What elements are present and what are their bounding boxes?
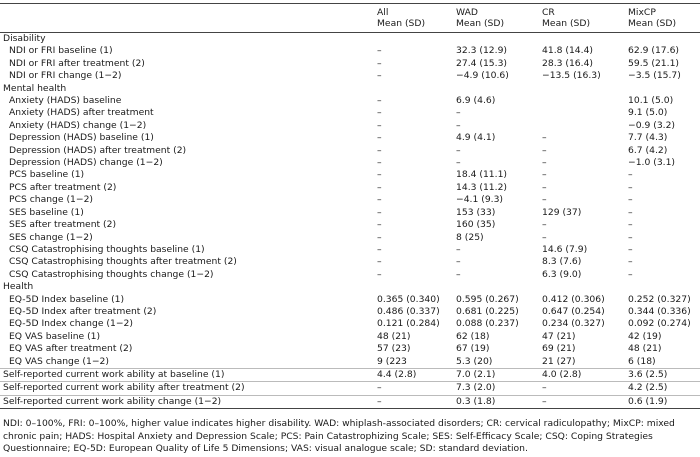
table-row — [0, 107, 700, 119]
cell-all: – — [377, 206, 382, 218]
table-row — [0, 294, 700, 306]
cell-wad: – — [456, 107, 461, 119]
table-row — [0, 244, 700, 256]
cell-mixcp: 9.1 (5.0) — [628, 107, 668, 119]
cell-wad: 0.595 (0.267) — [456, 293, 519, 305]
table-row — [0, 194, 700, 206]
row-label: Anxiety (HADS) baseline — [9, 95, 122, 107]
cell-cr: 8.3 (7.6) — [542, 256, 582, 268]
table-row — [0, 382, 700, 395]
cell-wad: 18.4 (11.1) — [456, 169, 508, 181]
row-label: SES baseline (1) — [9, 206, 84, 218]
results-table — [0, 3, 700, 409]
header-stat-label: Mean (SD) — [628, 18, 677, 29]
cell-all: 57 (23) — [377, 343, 411, 355]
table-row — [0, 368, 700, 381]
cell-all: – — [377, 231, 382, 243]
cell-all: – — [377, 194, 382, 206]
cell-all: – — [377, 181, 382, 193]
cell-all: – — [377, 219, 382, 231]
cell-wad: 8 (25) — [456, 231, 484, 243]
table-row — [0, 306, 700, 318]
cell-all: 48 (21) — [377, 330, 411, 342]
table-row — [0, 157, 700, 169]
cell-all: – — [377, 256, 382, 268]
cell-all — [374, 83, 453, 95]
row-label: EQ-5D Index change (1−2) — [9, 318, 133, 330]
cell-cr: – — [542, 231, 547, 243]
cell-mixcp: −3.5 (15.7) — [628, 70, 681, 82]
table-row — [0, 395, 700, 408]
cell-wad: 32.3 (12.9) — [456, 45, 508, 57]
row-label: SES after treatment (2) — [9, 219, 117, 231]
table-row — [0, 256, 700, 268]
cell-cr: 28.3 (16.4) — [542, 57, 594, 69]
table-row — [0, 318, 700, 330]
table-row — [0, 95, 700, 107]
row-label: NDI or FRI baseline (1) — [9, 45, 113, 57]
cell-mixcp: 4.2 (2.5) — [625, 382, 700, 395]
table-row — [0, 219, 700, 231]
cell-wad: 0.681 (0.225) — [456, 305, 519, 317]
cell-mixcp: 6.7 (4.2) — [628, 144, 668, 156]
cell-wad — [453, 33, 539, 46]
row-label: EQ VAS baseline (1) — [9, 330, 101, 342]
cell-wad: 4.9 (4.1) — [456, 132, 496, 144]
table-body — [0, 33, 700, 409]
cell-wad: −4.9 (10.6) — [456, 70, 509, 82]
cell-cr — [539, 281, 625, 293]
cell-all: – — [377, 95, 382, 107]
row-label: EQ-5D Index after treatment (2) — [9, 305, 157, 317]
cell-cr: 6.3 (9.0) — [542, 268, 582, 280]
cell-cr: – — [542, 132, 547, 144]
cell-all: – — [377, 70, 382, 82]
table-row — [0, 207, 700, 219]
section-row — [0, 83, 700, 95]
cell-mixcp: – — [628, 256, 633, 268]
cell-wad: 67 (19) — [456, 343, 490, 355]
row-label: PCS baseline (1) — [9, 169, 85, 181]
cell-mixcp: 0.092 (0.274) — [628, 318, 691, 330]
cell-cr: 47 (21) — [542, 330, 576, 342]
cell-cr: – — [542, 181, 547, 193]
header-group-name: CR — [542, 7, 555, 18]
cell-mixcp: 42 (19) — [628, 330, 662, 342]
cell-wad: −4.1 (9.3) — [456, 194, 504, 206]
cell-wad — [453, 83, 539, 95]
cell-cr — [539, 120, 625, 132]
cell-all: – — [377, 169, 382, 181]
header-cell-label — [0, 4, 374, 33]
table-row — [0, 132, 700, 144]
cell-wad: 7.3 (2.0) — [453, 382, 539, 395]
cell-wad: – — [456, 144, 461, 156]
row-label: Depression (HADS) change (1−2) — [9, 157, 163, 169]
header-cell-cr — [539, 4, 625, 33]
header-stat-label: Mean (SD) — [456, 18, 505, 29]
table-row — [0, 232, 700, 244]
cell-wad: – — [456, 119, 461, 131]
cell-mixcp: 10.1 (5.0) — [628, 95, 674, 107]
cell-cr: 0.234 (0.327) — [542, 318, 605, 330]
cell-cr: – — [539, 395, 625, 408]
cell-wad: 6.9 (4.6) — [456, 95, 496, 107]
cell-all — [374, 33, 453, 46]
section-row — [0, 33, 700, 46]
cell-wad: 160 (35) — [456, 219, 496, 231]
row-label: PCS after treatment (2) — [9, 181, 117, 193]
cell-wad: 153 (33) — [456, 206, 496, 218]
cell-cr: – — [539, 382, 625, 395]
cell-cr: – — [542, 194, 547, 206]
cell-cr: – — [542, 219, 547, 231]
row-label: CSQ Catastrophising thoughts change (1−2) — [9, 268, 214, 280]
cell-cr — [539, 33, 625, 46]
cell-all: – — [377, 157, 382, 169]
row-label: Anxiety (HADS) change (1−2) — [9, 119, 147, 131]
row-label: Depression (HADS) after treatment (2) — [9, 144, 187, 156]
cell-mixcp: 3.6 (2.5) — [625, 368, 700, 381]
cell-wad: 7.0 (2.1) — [453, 368, 539, 381]
cell-all: 4.4 (2.8) — [374, 368, 453, 381]
section-row — [0, 281, 700, 293]
cell-mixcp: 62.9 (17.6) — [628, 45, 680, 57]
row-label: NDI or FRI after treatment (2) — [9, 57, 145, 69]
cell-all: – — [374, 395, 453, 408]
cell-cr: – — [542, 144, 547, 156]
cell-all: – — [377, 107, 382, 119]
cell-wad: – — [456, 268, 461, 280]
cell-mixcp: – — [628, 181, 633, 193]
row-label: NDI or FRI change (1−2) — [9, 70, 122, 82]
table-row — [0, 331, 700, 343]
header-cell-mixcp — [625, 4, 700, 33]
cell-all: – — [377, 268, 382, 280]
cell-all: – — [377, 45, 382, 57]
cell-all: 9 (223 — [377, 355, 407, 367]
cell-wad: 14.3 (11.2) — [456, 181, 508, 193]
table-row — [0, 145, 700, 157]
cell-cr: −13.5 (16.3) — [542, 70, 601, 82]
section-heading: Mental health — [3, 82, 67, 94]
table-row — [0, 356, 700, 369]
cell-mixcp: – — [628, 268, 633, 280]
cell-mixcp — [625, 33, 700, 46]
row-label: CSQ Catastrophising thoughts after treatment (2) — [9, 256, 237, 268]
table-footnote: NDI: 0–100%, FRI: 0–100%, higher value indicates higher disability. WAD: whiplash-associated disorders; CR: cervical radiculopathy; MixCP: mixed chronic pain; HADS: Hospital Anxiety and Depression Scale; PCS: Pain Catastrophizing Scale; SES: Self-Efficacy Scale; CSQ: Coping Strategies Questionnaire; EQ-5D: European Quality of Life 5 Dimensions; VAS: visual analogue scale; SD: standard deviation. — [3, 418, 675, 455]
cell-mixcp: 0.344 (0.336) — [628, 305, 691, 317]
cell-all: 0.121 (0.284) — [377, 318, 440, 330]
cell-mixcp — [625, 83, 700, 95]
header-group-name: MixCP — [628, 7, 656, 18]
table-row — [0, 269, 700, 281]
cell-wad: 27.4 (15.3) — [456, 57, 508, 69]
cell-mixcp: – — [628, 243, 633, 255]
header-group-name: WAD — [456, 7, 478, 18]
cell-cr: 14.6 (7.9) — [542, 243, 588, 255]
header-cell-all — [374, 4, 453, 33]
cell-mixcp: 6 (18) — [628, 355, 656, 367]
row-label: SES change (1−2) — [9, 231, 93, 243]
table-row — [0, 169, 700, 181]
cell-all: – — [377, 57, 382, 69]
cell-cr: 129 (37) — [542, 206, 582, 218]
header-stat-label: Mean (SD) — [542, 18, 591, 29]
cell-all: 0.486 (0.337) — [377, 305, 440, 317]
row-label: PCS change (1−2) — [9, 194, 93, 206]
cell-all: – — [377, 243, 382, 255]
row-label: EQ VAS change (1−2) — [9, 355, 109, 367]
cell-wad: – — [456, 157, 461, 169]
cell-all: 0.365 (0.340) — [377, 293, 440, 305]
table-row — [0, 70, 700, 82]
row-label: Anxiety (HADS) after treatment — [9, 107, 154, 119]
cell-all: – — [377, 132, 382, 144]
cell-wad: 0.3 (1.8) — [453, 395, 539, 408]
cell-cr: 69 (21) — [542, 343, 576, 355]
header-group-name: All — [377, 7, 389, 18]
cell-cr: – — [542, 169, 547, 181]
cell-cr: – — [542, 157, 547, 169]
row-label: Self-reported current work ability at baseline (1) — [0, 368, 374, 381]
cell-mixcp: 48 (21) — [628, 343, 662, 355]
cell-mixcp: – — [628, 169, 633, 181]
table-header-row — [0, 4, 700, 33]
table-row — [0, 182, 700, 194]
cell-mixcp: −1.0 (3.1) — [628, 157, 676, 169]
cell-all: – — [377, 119, 382, 131]
cell-wad: 0.088 (0.237) — [456, 318, 519, 330]
table-row — [0, 58, 700, 70]
cell-mixcp: 0.6 (1.9) — [625, 395, 700, 408]
row-label: Self-reported current work ability change (1−2) — [0, 395, 374, 408]
cell-cr — [539, 107, 625, 119]
cell-wad: 5.3 (20) — [456, 355, 493, 367]
row-label: EQ-5D Index baseline (1) — [9, 293, 125, 305]
cell-cr: 0.647 (0.254) — [542, 305, 605, 317]
section-heading: Disability — [3, 33, 46, 44]
cell-wad: – — [456, 256, 461, 268]
cell-cr — [539, 83, 625, 95]
cell-all — [374, 281, 453, 293]
cell-mixcp: – — [628, 194, 633, 206]
cell-mixcp: 7.7 (4.3) — [628, 132, 668, 144]
section-heading: Health — [3, 281, 34, 293]
cell-cr: 41.8 (14.4) — [542, 45, 594, 57]
cell-cr: 21 (27) — [542, 355, 576, 367]
row-label: EQ VAS after treatment (2) — [9, 343, 133, 355]
cell-mixcp: – — [628, 219, 633, 231]
cell-cr: 4.0 (2.8) — [539, 368, 625, 381]
cell-mixcp: 59.5 (21.1) — [628, 57, 680, 69]
cell-all: – — [374, 382, 453, 395]
cell-mixcp: 0.252 (0.327) — [628, 293, 691, 305]
cell-mixcp — [625, 281, 700, 293]
cell-wad — [453, 281, 539, 293]
cell-cr: 0.412 (0.306) — [542, 293, 605, 305]
header-cell-wad — [453, 4, 539, 33]
row-label: CSQ Catastrophising thoughts baseline (1) — [9, 243, 205, 255]
row-label: Self-reported current work ability after treatment (2) — [0, 382, 374, 395]
header-stat-label: Mean (SD) — [377, 18, 426, 29]
table-row — [0, 120, 700, 132]
row-label: Depression (HADS) baseline (1) — [9, 132, 154, 144]
cell-cr — [539, 95, 625, 107]
cell-mixcp: −0.9 (3.2) — [628, 119, 676, 131]
cell-wad: – — [456, 243, 461, 255]
table-row — [0, 343, 700, 355]
table-row — [0, 45, 700, 57]
cell-mixcp: – — [628, 206, 633, 218]
cell-all: – — [377, 144, 382, 156]
cell-wad: 62 (18) — [456, 330, 490, 342]
cell-mixcp: – — [628, 231, 633, 243]
